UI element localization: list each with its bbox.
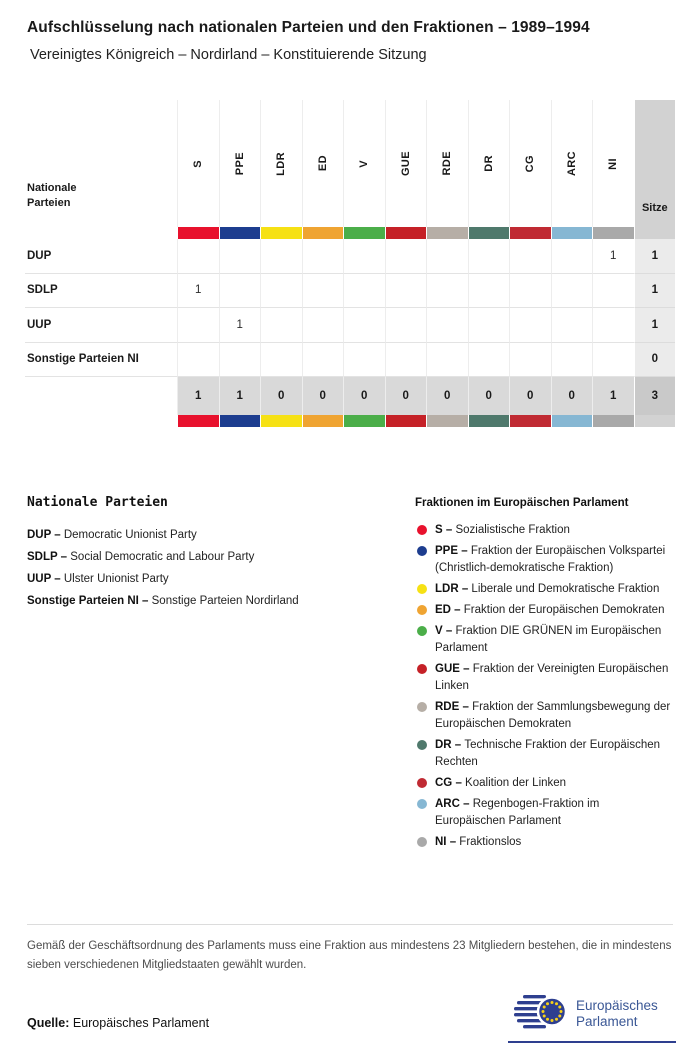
cell-row3-cg — [509, 308, 551, 343]
cell-row2-rde — [426, 274, 468, 309]
row-label-1: DUP — [25, 239, 177, 274]
total-ni: 1 — [592, 377, 634, 415]
group-color-strip-gue — [385, 227, 427, 239]
party-legend-item: UUP – Ulster Unionist Party — [27, 573, 169, 585]
cell-row1-dr — [468, 239, 510, 274]
page-subtitle: Vereinigtes Königreich – Nordirland – Konstituierende Sitzung — [30, 47, 427, 63]
cell-row1-rde — [426, 239, 468, 274]
group-color-dot-arc — [417, 799, 427, 809]
source-line — [27, 1016, 209, 1030]
source-label: Quelle: — [27, 1016, 70, 1030]
group-color-dot-s — [417, 525, 427, 535]
total-gue: 0 — [385, 377, 427, 415]
cell-row3-ppe: 1 — [219, 308, 261, 343]
total-ppe: 1 — [219, 377, 261, 415]
row-label-3: UUP — [25, 308, 177, 343]
cell-row3-ed — [302, 308, 344, 343]
total-ed: 0 — [302, 377, 344, 415]
group-legend-text: RDE – Fraktion der Sammlungsbewegung der Europäischen Demokraten — [435, 701, 671, 730]
column-header-s: S — [177, 100, 219, 227]
footnote: Gemäß der Geschäftsordnung des Parlaments muss eine Fraktion aus mindestens 23 Mitgliedern bestehen, die in mindestens sieben verschiedenen Mitgliedstaaten gewählt wurden. — [27, 940, 672, 971]
cell-row2-s: 1 — [177, 274, 219, 309]
breakdown-table — [25, 100, 675, 427]
group-legend-text: NI – Fraktionslos — [435, 836, 522, 848]
group-color-dot-ni — [417, 837, 427, 847]
group-legend-item — [415, 602, 681, 619]
group-color-dot-ppe — [417, 546, 427, 556]
cell-row2-ni — [592, 274, 634, 309]
group-legend-text: V – Fraktion DIE GRÜNEN im Europäischen Parlament — [435, 625, 662, 654]
group-legend-item — [415, 699, 681, 733]
group-color-strip-ldr — [260, 227, 302, 239]
seats-row2: 1 — [634, 274, 676, 309]
group-color-dot-ed — [417, 605, 427, 615]
column-header-ldr: LDR — [260, 100, 302, 227]
total-dr: 0 — [468, 377, 510, 415]
page-title: Aufschlüsselung nach nationalen Parteien und den Fraktionen – 1989–1994 — [27, 19, 590, 36]
group-legend-item — [415, 522, 681, 539]
group-color-strip-rde — [426, 227, 468, 239]
group-color-strip-s — [177, 227, 219, 239]
cell-row3-rde — [426, 308, 468, 343]
seats-total: 3 — [634, 377, 676, 415]
group-legend-item — [415, 543, 681, 577]
seats-color-strip-top — [634, 227, 676, 239]
group-legend-item — [415, 581, 681, 598]
national-parties-legend-heading: Nationale Parteien — [27, 495, 168, 510]
total-arc: 0 — [551, 377, 593, 415]
cell-row1-ni: 1 — [592, 239, 634, 274]
cell-row4-cg — [509, 343, 551, 378]
group-color-dot-v — [417, 626, 427, 636]
cell-row2-ldr — [260, 274, 302, 309]
group-color-strip-arc — [551, 227, 593, 239]
row-label-4: Sonstige Parteien NI — [25, 343, 177, 378]
cell-row3-ldr — [260, 308, 302, 343]
group-color-dot-cg — [417, 778, 427, 788]
cell-row3-s — [177, 308, 219, 343]
cell-row1-v — [343, 239, 385, 274]
groups-legend-heading: Fraktionen im Europäischen Parlament — [415, 497, 629, 509]
column-header-dr: DR — [468, 100, 510, 227]
column-header-cg: CG — [509, 100, 551, 227]
cell-row1-gue — [385, 239, 427, 274]
group-legend-item — [415, 737, 681, 771]
column-header-rde: RDE — [426, 100, 468, 227]
cell-row4-gue — [385, 343, 427, 378]
group-legend-text: CG – Koalition der Linken — [435, 777, 567, 789]
group-legend-text: GUE – Fraktion der Vereinigten Europäischen Linken — [435, 663, 669, 692]
group-color-strip-ppe — [219, 227, 261, 239]
cell-row2-arc — [551, 274, 593, 309]
cell-row2-cg — [509, 274, 551, 309]
column-header-arc: ARC — [551, 100, 593, 227]
cell-row3-arc — [551, 308, 593, 343]
party-legend-item: DUP – Democratic Unionist Party — [27, 529, 197, 541]
group-legend-text: ARC – Regenbogen-Fraktion im Europäischen Parlament — [435, 798, 600, 827]
total-v: 0 — [343, 377, 385, 415]
cell-row2-gue — [385, 274, 427, 309]
cell-row4-arc — [551, 343, 593, 378]
seats-row1: 1 — [634, 239, 676, 274]
group-color-strip-v — [343, 227, 385, 239]
group-legend-item — [415, 623, 681, 657]
cell-row3-dr — [468, 308, 510, 343]
column-header-ed: ED — [302, 100, 344, 227]
seats-column-header: Sitze — [634, 100, 676, 227]
group-color-strip-cg — [509, 227, 551, 239]
group-color-dot-gue — [417, 664, 427, 674]
seats-color-strip-bottom — [634, 415, 676, 427]
group-legend-item — [415, 834, 681, 851]
cell-row4-ppe — [219, 343, 261, 378]
group-legend-text: LDR – Liberale und Demokratische Fraktion — [435, 583, 660, 595]
group-legend-text: DR – Technische Fraktion der Europäischen Rechten — [435, 739, 661, 768]
group-color-strip-dr — [468, 227, 510, 239]
seats-row3: 1 — [634, 308, 676, 343]
group-color-strip-rde — [426, 415, 468, 427]
cell-row4-v — [343, 343, 385, 378]
european-parliament-logo — [508, 991, 658, 1037]
logo-text-line2: Parlament — [576, 1014, 638, 1029]
footer-divider — [27, 924, 673, 925]
group-legend-text: PPE – Fraktion der Europäischen Volkspartei (Christlich-demokratische Fraktion) — [435, 545, 666, 574]
group-color-strip-v — [343, 415, 385, 427]
group-color-strip-ed — [302, 415, 344, 427]
logo-text-line1: Europäisches — [576, 997, 658, 1013]
column-header-v: V — [343, 100, 385, 227]
national-parties-legend — [27, 495, 299, 612]
total-rde: 0 — [426, 377, 468, 415]
party-legend-item: Sonstige Parteien NI – Sonstige Parteien Nordirland — [27, 595, 299, 607]
totals-label — [25, 377, 177, 415]
group-color-dot-rde — [417, 702, 427, 712]
cell-row2-ppe — [219, 274, 261, 309]
group-color-strip-gue — [385, 415, 427, 427]
group-color-strip-s — [177, 415, 219, 427]
european-parliament-logo-icon — [508, 991, 570, 1037]
table-corner-header: Nationale Parteien — [27, 182, 77, 209]
group-color-strip-arc — [551, 415, 593, 427]
group-color-dot-ldr — [417, 584, 427, 594]
group-legend-item — [415, 796, 681, 830]
groups-legend — [415, 497, 681, 855]
cell-row1-cg — [509, 239, 551, 274]
groups-legend-items — [415, 522, 681, 851]
cell-row1-ed — [302, 239, 344, 274]
group-color-strip-dr — [468, 415, 510, 427]
column-header-ppe: PPE — [219, 100, 261, 227]
logo-underline — [508, 1041, 676, 1043]
table-spacer-top — [25, 227, 177, 239]
group-color-strip-ed — [302, 227, 344, 239]
party-legend-item: SDLP – Social Democratic and Labour Party — [27, 551, 255, 563]
group-color-strip-ni — [592, 415, 634, 427]
cell-row3-ni — [592, 308, 634, 343]
total-s: 1 — [177, 377, 219, 415]
cell-row1-arc — [551, 239, 593, 274]
cell-row2-v — [343, 274, 385, 309]
cell-row4-ni — [592, 343, 634, 378]
cell-row4-ed — [302, 343, 344, 378]
row-label-2: SDLP — [25, 274, 177, 309]
european-parliament-logo-text — [576, 998, 658, 1031]
cell-row4-s — [177, 343, 219, 378]
column-header-ni: NI — [592, 100, 634, 227]
cell-row2-dr — [468, 274, 510, 309]
group-legend-text: ED – Fraktion der Europäischen Demokraten — [435, 604, 665, 616]
cell-row4-rde — [426, 343, 468, 378]
group-legend-item — [415, 661, 681, 695]
group-legend-item — [415, 775, 681, 792]
cell-row3-v — [343, 308, 385, 343]
seats-row4: 0 — [634, 343, 676, 378]
group-color-strip-ppe — [219, 415, 261, 427]
cell-row4-ldr — [260, 343, 302, 378]
total-cg: 0 — [509, 377, 551, 415]
column-header-gue: GUE — [385, 100, 427, 227]
group-color-strip-ldr — [260, 415, 302, 427]
group-color-strip-ni — [592, 227, 634, 239]
national-parties-legend-items — [27, 524, 299, 612]
group-color-dot-dr — [417, 740, 427, 750]
cell-row1-s — [177, 239, 219, 274]
group-color-strip-cg — [509, 415, 551, 427]
source-name: Europäisches Parlament — [72, 1016, 210, 1030]
table-spacer-bottom — [25, 415, 177, 427]
cell-row1-ppe — [219, 239, 261, 274]
cell-row3-gue — [385, 308, 427, 343]
cell-row1-ldr — [260, 239, 302, 274]
cell-row4-dr — [468, 343, 510, 378]
total-ldr: 0 — [260, 377, 302, 415]
group-legend-text: S – Sozialistische Fraktion — [435, 524, 570, 536]
cell-row2-ed — [302, 274, 344, 309]
